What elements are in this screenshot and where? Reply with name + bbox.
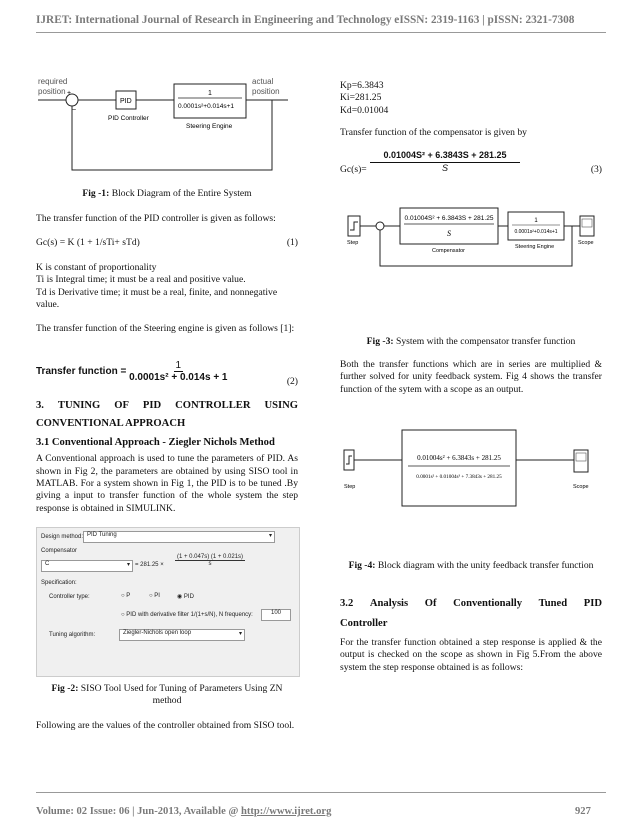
footer-rule [36,792,606,793]
chevron-down-icon: ▾ [126,562,130,568]
section-32 [340,598,602,674]
fig4-step-label: Step [344,484,356,490]
chevron-down-icon: ▾ [238,631,242,637]
siso-values-intro: Following are the values of the controller obtained from SISO tool. [36,720,295,731]
pid-intro: The transfer function of the PID controller is given as follows: [36,213,276,224]
fig1-steer-caption: Steering Engine [186,123,233,130]
fig3-comp-num: 0.01004S² + 6.3843S + 281.25 [404,215,494,222]
fig4-scope-label: Scope [573,484,589,490]
fig1-sum-plus: + [67,90,72,97]
fig2-comp-eq: = 281.25 × [135,562,164,568]
fig3-comp-den: S [447,229,451,238]
fig3-steering-block [508,212,564,240]
header-rule [36,32,606,33]
fig4-simulink-diagram [340,428,602,518]
kd-value: Kd=0.01004 [340,104,389,116]
fig1-label-actual-position: position [252,87,280,96]
def-td: Td is Derivative time; it must be a real, finite, and nonnegative value. [36,286,278,311]
fig2-radio-p[interactable]: ○ P [121,593,131,599]
fig3-comp-caption: Compensator [432,248,466,254]
fig4-denominator: 0.0001s² + 0.01004s³ + 7.3843s + 281.25 [416,474,502,480]
fig1-label-position: position [38,87,66,96]
section-3 [36,400,298,515]
fig1-tf-num: 1 [208,90,212,97]
eq3-denominator: S [441,163,448,173]
fig1-pid-caption: PID Controller [108,115,149,122]
journal-header: IJRET: International Journal of Research in Engineering and Technology eISSN: 2319-1163 | pISSN: 2321-7308 [36,14,575,26]
eq1-number: (1) [286,237,298,249]
eq3-number: (3) [590,164,602,175]
fig2-design-method-label: Design method: [41,534,84,540]
fig2-caption: Fig -2: SISO Tool Used for Tuning of Parameters Using ZN method [51,683,283,706]
right-column-top [340,80,602,140]
fig4-caption: Fig -4: Block diagram with the unity feedback transfer function [348,560,594,571]
sec32-title-line1: 3.2 Analysis Of Conventionally Tuned PID [340,598,602,609]
fig2-specification-label: Specification: [41,580,77,586]
fig4-numerator: 0.01004s² + 6.3843s + 281.25 [417,454,501,462]
fig1-tf-den: 0.0001s²+0.014s+1 [178,103,235,110]
def-ti: Ti is Integral time; it must be a real and positive value. [36,274,246,286]
fig2-compensator-select[interactable]: C ▾ [41,560,133,572]
fig2-radio-filter[interactable]: ○ PID with derivative filter 1/(1+s/N), N frequency: [121,612,253,618]
page-number: 927 [575,806,591,817]
fig2-controller-type-label: Controller type: [49,594,90,600]
fig1-sum-minus: − [72,107,77,114]
ki-value: Ki=281.25 [340,92,382,104]
fig2-siso-panel [36,527,300,677]
chevron-down-icon: ▾ [268,533,272,539]
fig1-caption: Fig -1: Block Diagram of the Entire System [82,188,252,199]
fig2-compensator-label: Compensator [41,548,78,554]
fig1-label-actual: actual [252,77,274,86]
series-paragraph: Both the transfer functions which are in series are multiplied & further solved for unity feedback system. Fig 4 shows the transfer function of the sytem with a scope as an output. [340,359,602,395]
fig4-tf-block [402,430,516,506]
fig3-compensator-block [400,208,498,244]
fig1-label-required: required [38,77,68,86]
fig1-block-diagram [36,72,298,180]
fig2-design-method-select[interactable]: PID Tuning ▾ [83,531,275,543]
eq3-lhs: Gc(s)= [340,164,367,175]
footer-text: Volume: 02 Issue: 06 | Jun-2013, Available @ http://www.ijret.org [36,806,332,817]
journal-link[interactable]: http://www.ijret.org [240,806,332,817]
fig3-scope-label: Scope [578,240,594,246]
sec31-title: 3.1 Conventional Approach - Ziegler Nichols Method [36,436,275,448]
fig2-tuning-label: Tuning algorithm: [49,632,96,638]
fig2-filter-input[interactable]: 100 [261,609,291,621]
kp-value: Kp=6.3843 [340,80,384,91]
fig3-tf-num: 1 [534,218,538,224]
sec31-paragraph: A Conventional approach is used to tune the parameters of PID. As shown in Fig 2, the parameters are obtained by using SISO tool in MATLAB. For a system shown in Fig 1, the PID is to be tuned .By giving a input to transfer function of the whole system the step response is obtained in SIMULINK. [36,453,298,514]
fig2-comp-fraction: (1 + 0.047s) (1 + 0.021s) s [177,554,244,567]
eq3-numerator: 0.01004S² + 6.3843S + 281.25 [370,150,520,163]
fig1-pid-label: PID [120,98,132,105]
sec3-title-line2: CONVENTIONAL APPROACH [36,418,186,430]
def-k: K is constant of proportionality [36,261,157,273]
eq1-body: Gc(s) = K (1 + 1/sTi+ sTd) [36,237,140,249]
fig3-sum [376,222,384,230]
sec32-title-line2: Controller [340,618,388,630]
equation-1 [36,237,298,249]
compensator-intro: Transfer function of the compensator is given by [340,127,527,139]
sec32-paragraph: For the transfer function obtained a step response is applied & the output is checked on the scope as shown in Fig 5.From the above system the step response obtained is as follows: [340,636,602,673]
fig3-tf-den: 0.0001s²+0.014s+1 [514,229,558,235]
fig3-steer-caption: Steering Engine [515,244,555,250]
fig3-step-label: Step [347,240,359,246]
fig3-caption: Fig -3: System with the compensator transfer function [366,336,576,347]
steering-intro: The transfer function of the Steering engine is given as follows [1]: [36,323,295,335]
fig2-tuning-select[interactable]: Ziegler-Nichols open loop ▾ [119,629,245,641]
left-column [36,213,298,336]
equation-2: Transfer function = $\frac{1}{\text{0.0001s² + 0.014s + 1}}$ (2) [36,360,298,387]
fig2-radio-pi[interactable]: ○ PI [149,593,160,599]
sec3-title-line1: 3. TUNING OF PID CONTROLLER USING [36,400,298,411]
fig3-simulink-diagram [340,200,602,276]
eq2-number: (2) [286,376,298,387]
fig2-radio-pid[interactable]: ◉ PID [177,594,194,600]
